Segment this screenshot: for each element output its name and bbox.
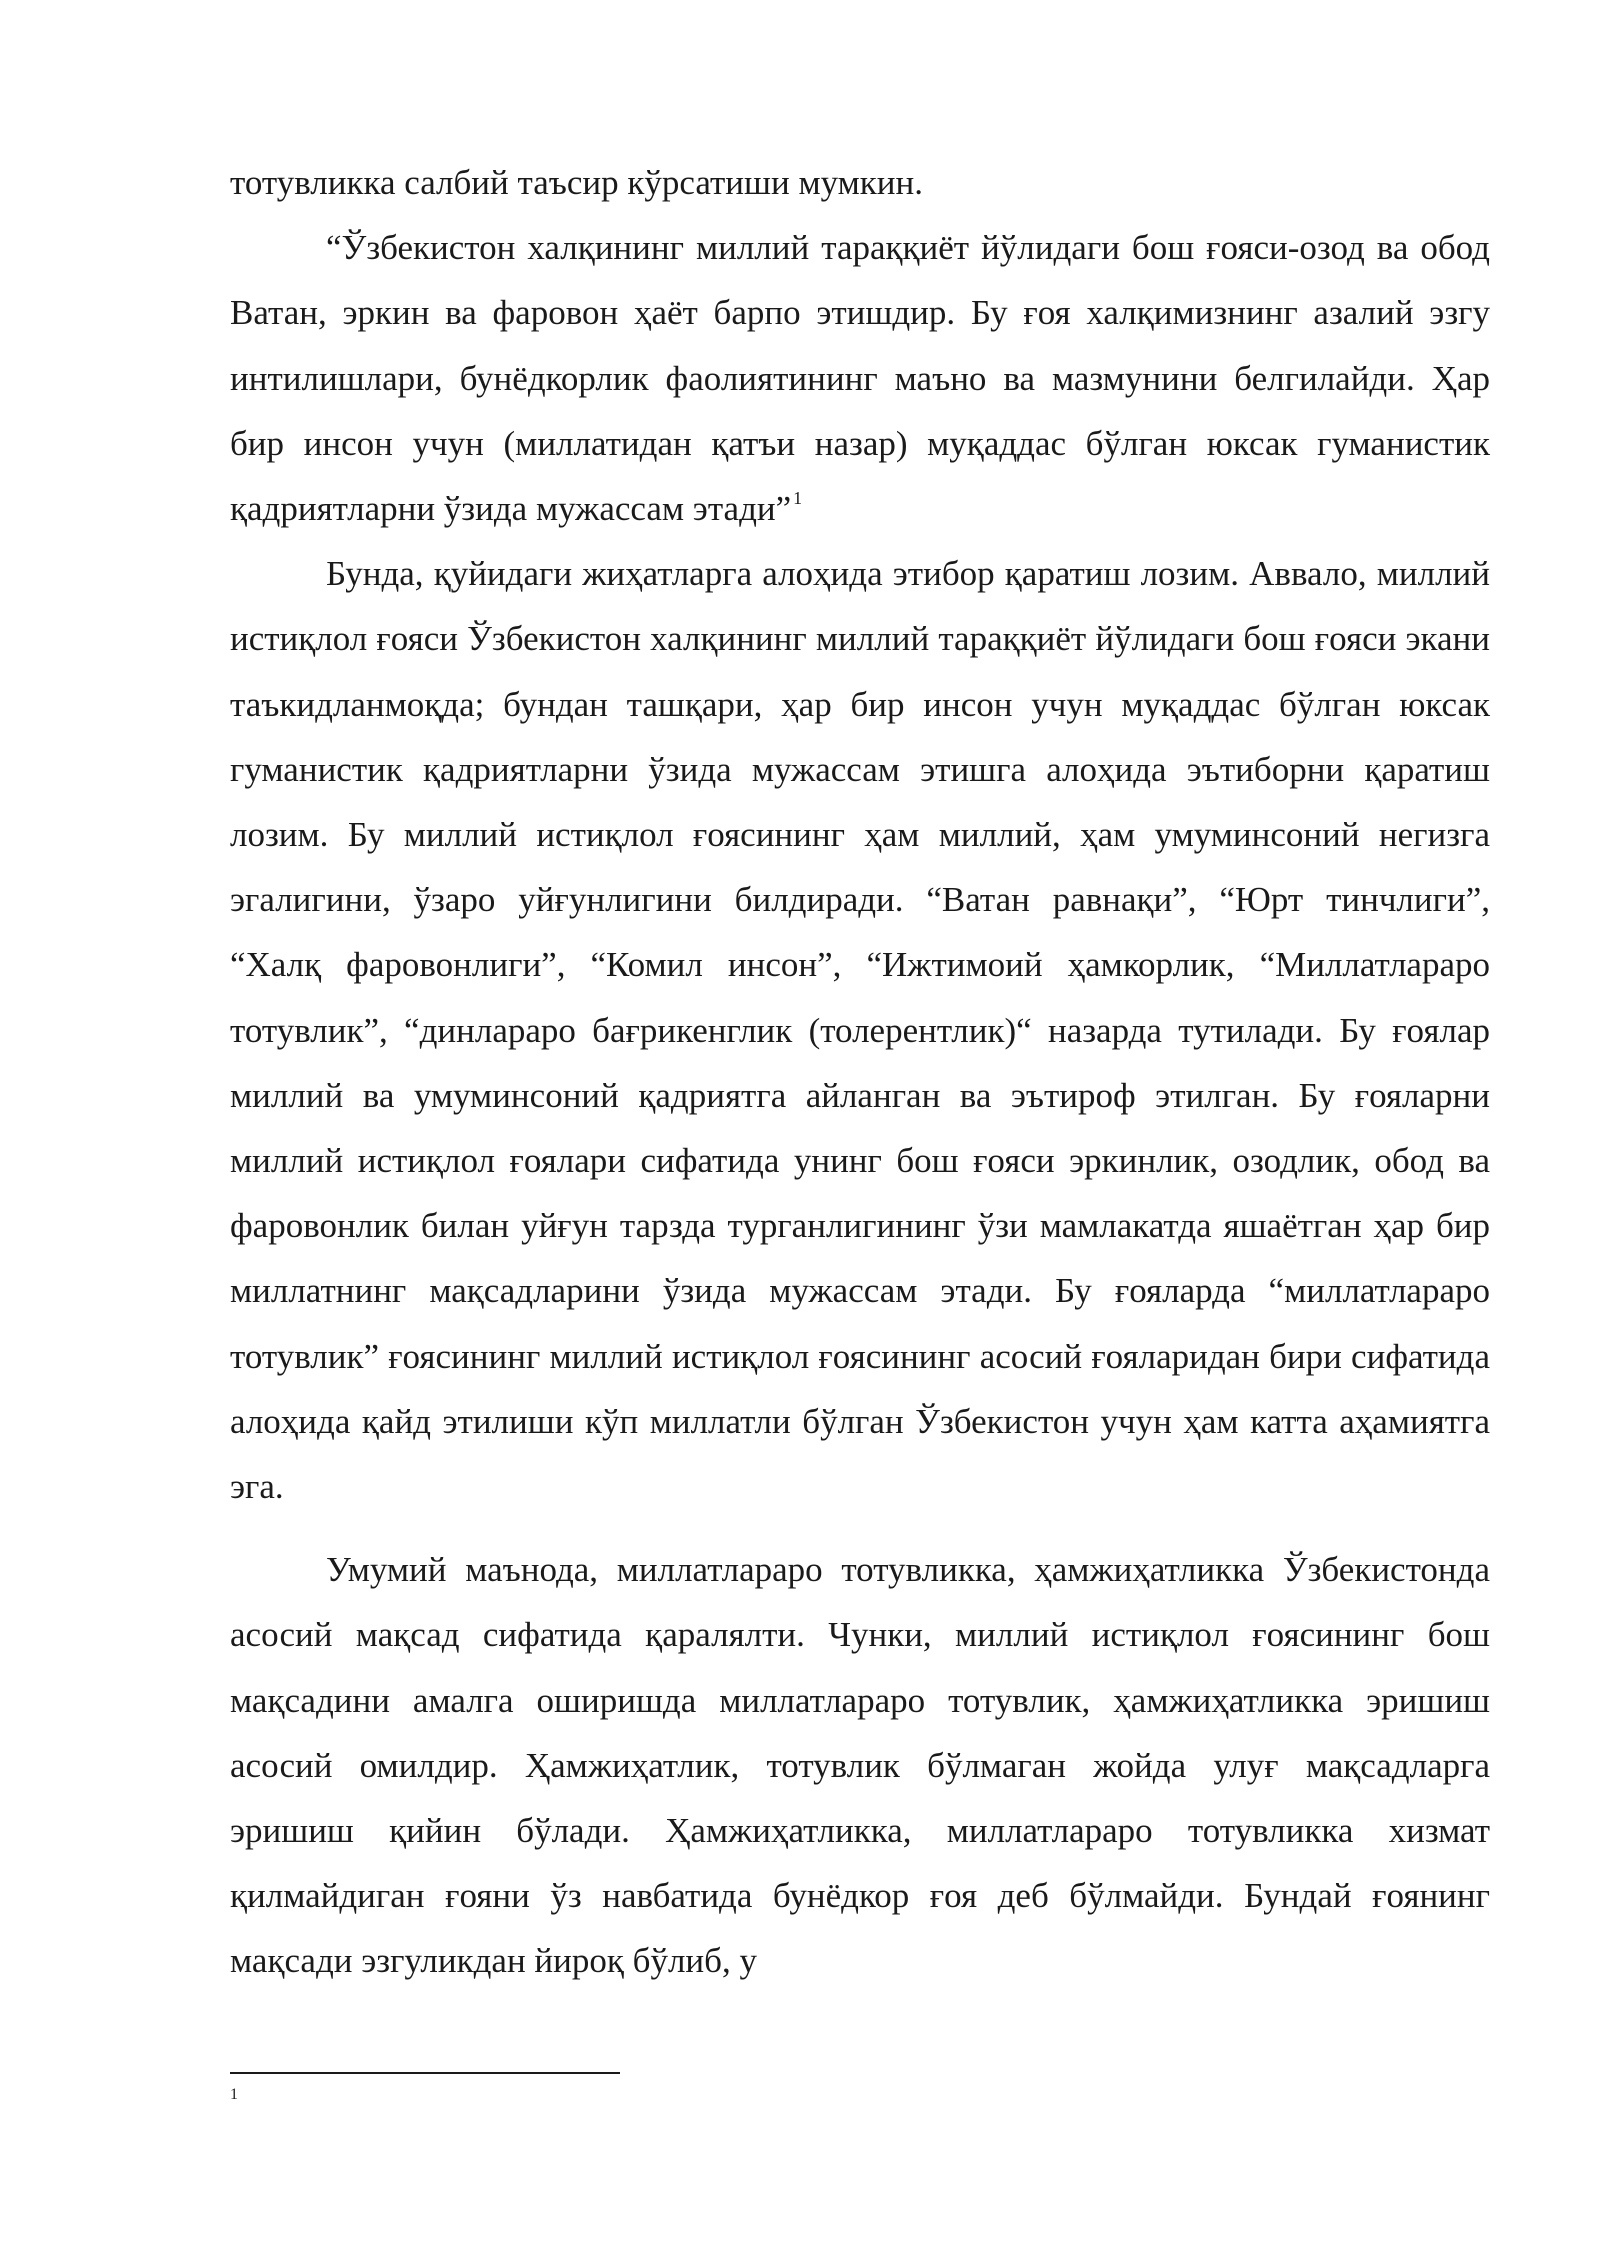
footnote-number: 1 [230,2086,238,2103]
paragraph-quote [230,215,1490,541]
document-body [230,150,1490,1994]
paragraph-commentary: Бунда, қуйидаги жиҳатларга алоҳида этибор қаратиш лозим. Аввало, миллий истиқлол ғояси Ўзбекистон халқининг миллий тараққиёт йўлидаги бош ғояси экани таъкидланмоқда; бундан ташқари, ҳар бир инсон учун муқаддас бўлган юксак гуманистик қадриятларни ўзида мужассам этишга алоҳида эътиборни қаратиш лозим. Бу миллий истиқлол ғоясининг ҳам миллий, ҳам умуминсоний негизга эгалигини, ўзаро уйғунлигини билдиради. “Ватан равнақи”, “Юрт тинчлиги”, “Халқ фаровонлиги”, “Комил инсон”, “Ижтимоий ҳамкорлик, “Миллатлараро тотувлик”, “динлараро бағрикенглик (толерентлик)“ назарда тутилади. Бу ғоялар миллий ва умуминсоний қадриятга айланган ва эътироф этилган. Бу ғояларни миллий истиқлол ғоялари сифатида унинг бош ғояси эркинлик, озодлик, обод ва фаровонлик билан уйғун тарзда турганлигининг ўзи мамлакатда яшаётган ҳар бир миллатнинг мақсадларини ўзида мужассам этади. Бу ғояларда “миллатлараро тотувлик” ғоясининг миллий истиқлол ғоясининг асосий ғояларидан бири сифатида алоҳида қайд этилиши кўп миллатли бўлган Ўзбекистон учун ҳам катта аҳамиятга эга. [230,554,1490,1507]
paragraph-continuation: тотувликка салбий таъсир кўрсатиши мумкин. [230,163,923,202]
footnote-separator [230,2072,620,2074]
paragraph-summary: Умумий маънода, миллатлараро тотувликка, ҳамжиҳатликка Ўзбекистонда асосий мақсад сифатида қаралялти. Чунки, миллий истиқлол ғоясининг бош мақсадини амалга оширишда миллатлараро тотувлик, ҳамжиҳатликка эришиш асосий омилдир. Ҳамжиҳатлик, тотувлик бўлмаган жойда улуғ мақсадларга эришиш қийин бўлади. Ҳамжиҳатликка, миллатлараро тотувликка хизмат қилмайдиган ғояни ўз навбатида бунёдкор ғоя деб бўлмайди. Бундай ғоянинг мақсади эзгуликдан йироқ бўлиб, у [230,1550,1490,1981]
footnote-reference[interactable]: 1 [793,488,803,509]
paragraph-quote-text: “Ўзбекистон халқининг миллий тараққиёт йўлидаги бош ғояси-озод ва обод Ватан, эркин ва фаровон ҳаёт барпо этишдир. Бу ғоя халқимизнинг азалий эзгу интилишлари, бунёдкорлик фаолиятининг маъно ва мазмунини белгилайди. Ҳар бир инсон учун (миллатидан қатъи назар) муқаддас бўлган юксак гуманистик қадриятларни ўзида мужассам этади” [230,228,1490,529]
